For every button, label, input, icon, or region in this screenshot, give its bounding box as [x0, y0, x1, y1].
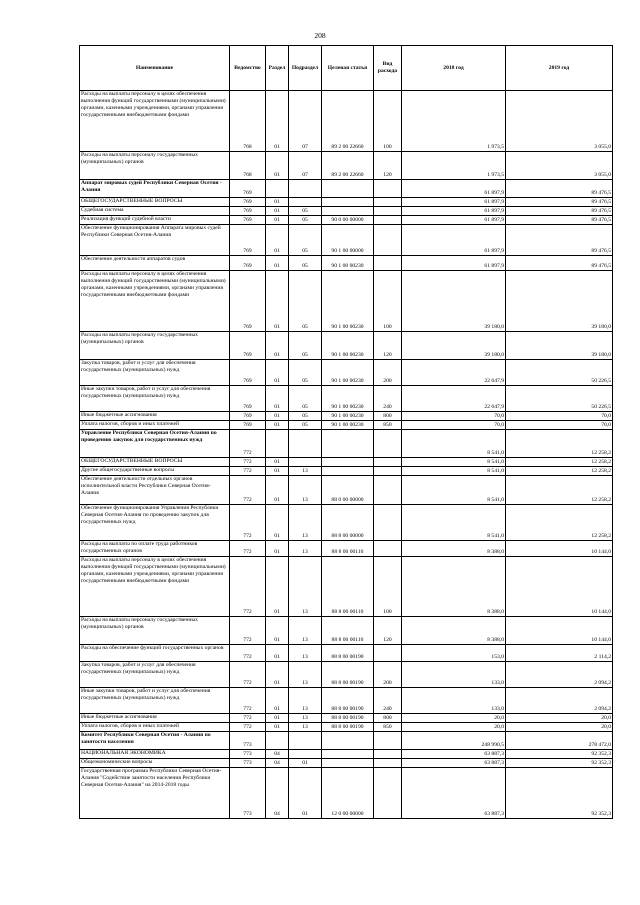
cell-2018: 1 973,5 — [402, 91, 506, 152]
cell-2019: 12 258,2 — [506, 458, 613, 467]
cell-expense-type — [374, 198, 402, 207]
cell-expense-type: 120 — [374, 152, 402, 180]
cell-target-article: 88 8 00 00190 — [322, 645, 374, 662]
cell-2019: 50 226,5 — [506, 386, 613, 412]
cell-razdel: 01 — [266, 91, 289, 152]
cell-podrazdel: 05 — [289, 216, 322, 225]
header-row — [80, 46, 613, 91]
cell-2019: 3 055,0 — [506, 152, 613, 180]
table-row — [80, 750, 613, 759]
cell-podrazdel: 13 — [289, 617, 322, 645]
cell-2018: 8 541,0 — [402, 430, 506, 458]
cell-target-article: 90 1 00 00230 — [322, 271, 374, 332]
table-row — [80, 386, 613, 412]
cell-vedomstvo: 768 — [230, 91, 266, 152]
table-row — [80, 421, 613, 430]
cell-name: Судебная система — [80, 207, 230, 216]
table-row — [80, 476, 613, 505]
cell-2018: 133,0 — [402, 662, 506, 688]
cell-podrazdel: 13 — [289, 688, 322, 714]
table-row — [80, 430, 613, 458]
cell-2018: 133,0 — [402, 688, 506, 714]
table-row — [80, 91, 613, 152]
table-row — [80, 332, 613, 360]
cell-podrazdel: 05 — [289, 256, 322, 271]
cell-2018: 39 180,0 — [402, 271, 506, 332]
table-row — [80, 180, 613, 198]
cell-razdel: 01 — [266, 617, 289, 645]
cell-target-article: 88 8 00 00110 — [322, 557, 374, 617]
cell-2018: 8 541,0 — [402, 467, 506, 476]
cell-2018: 8 388,0 — [402, 541, 506, 557]
cell-2019: 92 352,3 — [506, 759, 613, 768]
cell-vedomstvo: 772 — [230, 458, 266, 467]
cell-target-article: 88 8 00 00190 — [322, 723, 374, 732]
cell-vedomstvo: 772 — [230, 714, 266, 723]
cell-2018: 8 541,0 — [402, 505, 506, 541]
cell-name: Уплата налогов, сборов и иных платежей — [80, 723, 230, 732]
cell-podrazdel: 01 — [289, 759, 322, 768]
header-podrazdel: Подраздел — [289, 46, 322, 91]
cell-vedomstvo: 773 — [230, 759, 266, 768]
table-row — [80, 645, 613, 662]
cell-2019: 3 055,0 — [506, 91, 613, 152]
cell-podrazdel: 13 — [289, 505, 322, 541]
table-row — [80, 360, 613, 386]
cell-target-article: 89 2 00 22660 — [322, 91, 374, 152]
cell-podrazdel: 05 — [289, 412, 322, 421]
cell-vedomstvo: 772 — [230, 505, 266, 541]
cell-razdel — [266, 180, 289, 198]
cell-expense-type: 200 — [374, 360, 402, 386]
cell-podrazdel: 13 — [289, 645, 322, 662]
cell-2018: 63 887,3 — [402, 768, 506, 819]
cell-name: Обеспечение функционирования Управления Республики Северная Осетия-Алания по проведению закупок для государственных нужд — [80, 505, 230, 541]
cell-name: Обеспечение деятельности аппаратов судов — [80, 256, 230, 271]
header-expense-type: Вид расхода — [374, 46, 402, 91]
cell-podrazdel — [289, 430, 322, 458]
cell-target-article — [322, 467, 374, 476]
cell-vedomstvo: 773 — [230, 732, 266, 750]
cell-target-article: 90 0 00 00000 — [322, 216, 374, 225]
cell-podrazdel: 13 — [289, 714, 322, 723]
table-row — [80, 688, 613, 714]
cell-2019: 70,0 — [506, 412, 613, 421]
cell-expense-type — [374, 476, 402, 505]
table-row — [80, 412, 613, 421]
cell-razdel: 01 — [266, 476, 289, 505]
cell-name: ОБЩЕГОСУДАРСТВЕННЫЕ ВОПРОСЫ — [80, 458, 230, 467]
cell-name: Другие общегосударственные вопросы — [80, 467, 230, 476]
cell-target-article: 90 1 00 00230 — [322, 412, 374, 421]
cell-razdel: 01 — [266, 225, 289, 256]
cell-vedomstvo: 769 — [230, 386, 266, 412]
cell-expense-type: 800 — [374, 412, 402, 421]
cell-podrazdel — [289, 198, 322, 207]
cell-target-article — [322, 732, 374, 750]
cell-2019: 10 144,0 — [506, 617, 613, 645]
table-row — [80, 256, 613, 271]
cell-podrazdel — [289, 732, 322, 750]
cell-expense-type — [374, 256, 402, 271]
cell-expense-type: 120 — [374, 332, 402, 360]
cell-2018: 70,0 — [402, 412, 506, 421]
cell-vedomstvo: 773 — [230, 768, 266, 819]
cell-2018: 22 647,9 — [402, 360, 506, 386]
cell-2019: 2 094,2 — [506, 662, 613, 688]
cell-expense-type: 240 — [374, 688, 402, 714]
cell-podrazdel — [289, 180, 322, 198]
cell-2018: 70,0 — [402, 421, 506, 430]
cell-vedomstvo: 772 — [230, 688, 266, 714]
cell-2019: 50 226,5 — [506, 360, 613, 386]
cell-podrazdel — [289, 750, 322, 759]
cell-2019: 12 258,2 — [506, 505, 613, 541]
cell-target-article — [322, 198, 374, 207]
cell-2019: 20,0 — [506, 714, 613, 723]
cell-name: Расходы на выплаты персоналу государственных (муниципальных) органов — [80, 617, 230, 645]
cell-expense-type: 800 — [374, 714, 402, 723]
cell-2019: 89 476,5 — [506, 216, 613, 225]
cell-razdel: 01 — [266, 332, 289, 360]
cell-target-article: 90 1 00 00000 — [322, 225, 374, 256]
cell-2019: 89 476,5 — [506, 180, 613, 198]
cell-razdel: 04 — [266, 750, 289, 759]
cell-name: Расходы на выплаты персоналу в целях обеспечения выполнения функций государственными (муниципальными) органами, казенными учреждениями, органами управления государственными внебюджетными фондами — [80, 91, 230, 152]
cell-expense-type — [374, 458, 402, 467]
cell-vedomstvo: 769 — [230, 225, 266, 256]
cell-2019: 12 258,2 — [506, 476, 613, 505]
cell-podrazdel: 13 — [289, 723, 322, 732]
cell-razdel: 01 — [266, 723, 289, 732]
table-row — [80, 617, 613, 645]
cell-name: ОБЩЕГОСУДАРСТВЕННЫЕ ВОПРОСЫ — [80, 198, 230, 207]
cell-podrazdel: 05 — [289, 386, 322, 412]
cell-razdel: 01 — [266, 271, 289, 332]
cell-name: Расходы на выплаты персоналу в целях обеспечения выполнения функций государственными (муниципальными) органами, казенными учреждениями, органами управления государственными внебюджетными фондами — [80, 271, 230, 332]
cell-vedomstvo: 772 — [230, 617, 266, 645]
cell-2019: 70,0 — [506, 421, 613, 430]
cell-razdel: 01 — [266, 645, 289, 662]
table-row — [80, 759, 613, 768]
cell-podrazdel: 13 — [289, 557, 322, 617]
cell-razdel: 01 — [266, 662, 289, 688]
cell-vedomstvo: 768 — [230, 152, 266, 180]
cell-expense-type — [374, 768, 402, 819]
cell-target-article: 88 8 00 00190 — [322, 688, 374, 714]
cell-razdel: 01 — [266, 198, 289, 207]
cell-vedomstvo: 769 — [230, 421, 266, 430]
cell-razdel: 01 — [266, 207, 289, 216]
cell-name: Расходы на выплаты персоналу государственных (муниципальных) органов — [80, 332, 230, 360]
cell-2019: 89 476,5 — [506, 198, 613, 207]
header-target-article: Целевая статья — [322, 46, 374, 91]
cell-name: Обеспечение деятельности отдельных органов исполнительной власти Республики Северная Осетия-Алания — [80, 476, 230, 505]
cell-2019: 89 476,5 — [506, 207, 613, 216]
cell-podrazdel: 13 — [289, 467, 322, 476]
cell-podrazdel — [289, 458, 322, 467]
cell-2019: 2 094,2 — [506, 688, 613, 714]
cell-target-article — [322, 207, 374, 216]
cell-vedomstvo: 769 — [230, 180, 266, 198]
table-row — [80, 714, 613, 723]
header-name: Наименование — [80, 46, 230, 91]
cell-podrazdel: 05 — [289, 225, 322, 256]
cell-2019: 92 352,3 — [506, 768, 613, 819]
table-row — [80, 723, 613, 732]
table-row — [80, 225, 613, 256]
table-body — [80, 91, 613, 819]
table-row — [80, 271, 613, 332]
cell-2019: 12 258,2 — [506, 467, 613, 476]
cell-2019: 89 476,5 — [506, 225, 613, 256]
cell-name: Государственная программа Республики Северная Осетия-Алания "Содействие занятости населения Республики Северная Осетия-Алания" на 2014-2018 годы — [80, 768, 230, 819]
cell-target-article: 89 2 00 22660 — [322, 152, 374, 180]
cell-expense-type — [374, 225, 402, 256]
cell-name: Иные бюджетные ассигнования — [80, 714, 230, 723]
cell-2018: 8 541,0 — [402, 476, 506, 505]
header-2018: 2018 год — [402, 46, 506, 91]
cell-razdel: 01 — [266, 421, 289, 430]
cell-name: Общеэкономические вопросы — [80, 759, 230, 768]
table-row — [80, 505, 613, 541]
cell-expense-type — [374, 645, 402, 662]
table-row — [80, 152, 613, 180]
cell-razdel: 01 — [266, 360, 289, 386]
cell-name: Расходы на выплаты персоналу в целях обеспечения выполнения функций государственными (муниципальными) органами, казенными учреждениями, органами управления государственными внебюджетными фондами — [80, 557, 230, 617]
cell-target-article — [322, 750, 374, 759]
cell-2018: 22 647,9 — [402, 386, 506, 412]
cell-podrazdel: 13 — [289, 476, 322, 505]
cell-podrazdel: 13 — [289, 541, 322, 557]
cell-expense-type: 120 — [374, 617, 402, 645]
cell-podrazdel: 05 — [289, 332, 322, 360]
cell-expense-type: 100 — [374, 557, 402, 617]
cell-name: Иные бюджетные ассигнования — [80, 412, 230, 421]
cell-razdel — [266, 430, 289, 458]
cell-razdel: 01 — [266, 152, 289, 180]
cell-expense-type: 850 — [374, 723, 402, 732]
cell-name: Обеспечение функционирования Аппарата мировых судей Республики Северная Осетия-Алания — [80, 225, 230, 256]
cell-podrazdel: 07 — [289, 152, 322, 180]
cell-expense-type — [374, 430, 402, 458]
cell-2018: 61 897,9 — [402, 216, 506, 225]
cell-podrazdel: 05 — [289, 271, 322, 332]
cell-2018: 61 897,9 — [402, 198, 506, 207]
cell-vedomstvo: 769 — [230, 271, 266, 332]
cell-name: Закупка товаров, работ и услуг для обеспечения государственных (муниципальных) нужд — [80, 360, 230, 386]
cell-razdel: 01 — [266, 714, 289, 723]
cell-expense-type — [374, 750, 402, 759]
header-razdel: Раздел — [266, 46, 289, 91]
cell-target-article: 88 8 00 00000 — [322, 505, 374, 541]
cell-2018: 1 973,5 — [402, 152, 506, 180]
cell-razdel: 01 — [266, 688, 289, 714]
header-vedomstvo: Ведомство — [230, 46, 266, 91]
cell-razdel: 01 — [266, 458, 289, 467]
cell-razdel: 04 — [266, 768, 289, 819]
cell-name: Иные закупки товаров, работ и услуг для обеспечения государственных (муниципальных) нужд — [80, 688, 230, 714]
cell-expense-type — [374, 732, 402, 750]
cell-podrazdel: 05 — [289, 421, 322, 430]
cell-razdel: 01 — [266, 216, 289, 225]
cell-2018: 61 897,9 — [402, 225, 506, 256]
cell-expense-type: 240 — [374, 386, 402, 412]
cell-vedomstvo: 772 — [230, 723, 266, 732]
cell-2019: 10 144,0 — [506, 541, 613, 557]
cell-razdel: 04 — [266, 759, 289, 768]
cell-target-article — [322, 430, 374, 458]
table-row — [80, 198, 613, 207]
cell-target-article: 90 1 00 00230 — [322, 332, 374, 360]
cell-vedomstvo: 769 — [230, 412, 266, 421]
cell-target-article: 90 1 00 00230 — [322, 360, 374, 386]
cell-target-article: 88 8 00 00190 — [322, 662, 374, 688]
cell-2019: 2 114,2 — [506, 645, 613, 662]
cell-razdel: 01 — [266, 386, 289, 412]
cell-2019: 39 180,0 — [506, 332, 613, 360]
cell-podrazdel: 05 — [289, 207, 322, 216]
cell-name: Расходы на выплаты персоналу государственных (муниципальных) органов — [80, 152, 230, 180]
cell-target-article: 88 8 00 00190 — [322, 714, 374, 723]
cell-vedomstvo: 769 — [230, 256, 266, 271]
cell-target-article — [322, 458, 374, 467]
cell-expense-type — [374, 180, 402, 198]
cell-2018: 153,0 — [402, 645, 506, 662]
cell-2018: 63 887,3 — [402, 759, 506, 768]
cell-2019: 10 144,0 — [506, 557, 613, 617]
cell-name: Закупка товаров, работ и услуг для обеспечения государственных (муниципальных) нужд — [80, 662, 230, 688]
cell-vedomstvo: 772 — [230, 430, 266, 458]
cell-vedomstvo: 769 — [230, 207, 266, 216]
cell-name: Комитет Республики Северная Осетия - Алания по занятости населения — [80, 732, 230, 750]
cell-razdel: 01 — [266, 412, 289, 421]
cell-2019: 89 476,5 — [506, 256, 613, 271]
cell-expense-type — [374, 541, 402, 557]
cell-2018: 20,0 — [402, 723, 506, 732]
cell-name: НАЦИОНАЛЬНАЯ ЭКОНОМИКА — [80, 750, 230, 759]
cell-target-article — [322, 180, 374, 198]
cell-2018: 39 180,0 — [402, 332, 506, 360]
cell-target-article: 88 8 00 00110 — [322, 541, 374, 557]
cell-expense-type: 200 — [374, 662, 402, 688]
cell-target-article: 90 1 00 00230 — [322, 256, 374, 271]
table-row — [80, 662, 613, 688]
budget-table — [79, 45, 613, 819]
table-row — [80, 541, 613, 557]
cell-name: Иные закупки товаров, работ и услуг для обеспечения государственных (муниципальных) нужд — [80, 386, 230, 412]
cell-target-article — [322, 759, 374, 768]
cell-vedomstvo: 773 — [230, 750, 266, 759]
cell-name: Реализация функций судебной власти — [80, 216, 230, 225]
table-row — [80, 216, 613, 225]
cell-expense-type — [374, 759, 402, 768]
cell-2019: 39 180,0 — [506, 271, 613, 332]
cell-name: Уплата налогов, сборов и иных платежей — [80, 421, 230, 430]
cell-target-article: 12 0 00 00000 — [322, 768, 374, 819]
table-row — [80, 557, 613, 617]
cell-vedomstvo: 769 — [230, 216, 266, 225]
cell-name: Расходы на обеспечение функций государственных органов — [80, 645, 230, 662]
cell-podrazdel: 05 — [289, 360, 322, 386]
cell-expense-type — [374, 216, 402, 225]
cell-2018: 63 887,3 — [402, 750, 506, 759]
cell-vedomstvo: 772 — [230, 467, 266, 476]
cell-razdel: 01 — [266, 541, 289, 557]
table-row — [80, 458, 613, 467]
cell-vedomstvo: 772 — [230, 476, 266, 505]
cell-expense-type: 100 — [374, 91, 402, 152]
cell-2018: 61 897,9 — [402, 180, 506, 198]
cell-name: Аппарат мировых судей Республики Северная Осетия - Алания — [80, 180, 230, 198]
cell-vedomstvo: 772 — [230, 645, 266, 662]
cell-razdel: 01 — [266, 505, 289, 541]
cell-2019: 92 352,3 — [506, 750, 613, 759]
cell-target-article: 90 1 00 00230 — [322, 386, 374, 412]
cell-expense-type: 100 — [374, 271, 402, 332]
page-number: 208 — [314, 31, 326, 40]
cell-vedomstvo: 769 — [230, 332, 266, 360]
cell-expense-type — [374, 467, 402, 476]
cell-target-article: 90 1 00 00230 — [322, 421, 374, 430]
cell-vedomstvo: 769 — [230, 360, 266, 386]
cell-vedomstvo: 772 — [230, 557, 266, 617]
cell-2018: 248 990,5 — [402, 732, 506, 750]
cell-podrazdel: 07 — [289, 91, 322, 152]
cell-vedomstvo: 772 — [230, 662, 266, 688]
table-row — [80, 467, 613, 476]
table-row — [80, 207, 613, 216]
cell-expense-type — [374, 505, 402, 541]
cell-name: Управление Республики Северная Осетия-Алания по проведению закупок для государственных нужд — [80, 430, 230, 458]
cell-2018: 8 541,0 — [402, 458, 506, 467]
table-row — [80, 768, 613, 819]
cell-expense-type: 850 — [374, 421, 402, 430]
cell-2019: 20,0 — [506, 723, 613, 732]
cell-2018: 20,0 — [402, 714, 506, 723]
cell-2018: 8 388,0 — [402, 617, 506, 645]
cell-expense-type — [374, 207, 402, 216]
cell-name: Расходы на выплаты по оплате труда работников государственных органов — [80, 541, 230, 557]
cell-2019: 12 258,2 — [506, 430, 613, 458]
cell-2018: 61 897,9 — [402, 207, 506, 216]
cell-podrazdel: 13 — [289, 662, 322, 688]
table-row — [80, 732, 613, 750]
cell-2019: 278 472,0 — [506, 732, 613, 750]
cell-2018: 8 388,0 — [402, 557, 506, 617]
cell-target-article: 88 0 00 00000 — [322, 476, 374, 505]
cell-razdel — [266, 732, 289, 750]
cell-2018: 61 897,9 — [402, 256, 506, 271]
cell-razdel: 01 — [266, 467, 289, 476]
cell-razdel: 01 — [266, 256, 289, 271]
cell-razdel: 01 — [266, 557, 289, 617]
cell-vedomstvo: 769 — [230, 198, 266, 207]
cell-target-article: 88 8 00 00110 — [322, 617, 374, 645]
header-2019: 2019 год — [506, 46, 613, 91]
cell-vedomstvo: 772 — [230, 541, 266, 557]
cell-podrazdel: 01 — [289, 768, 322, 819]
